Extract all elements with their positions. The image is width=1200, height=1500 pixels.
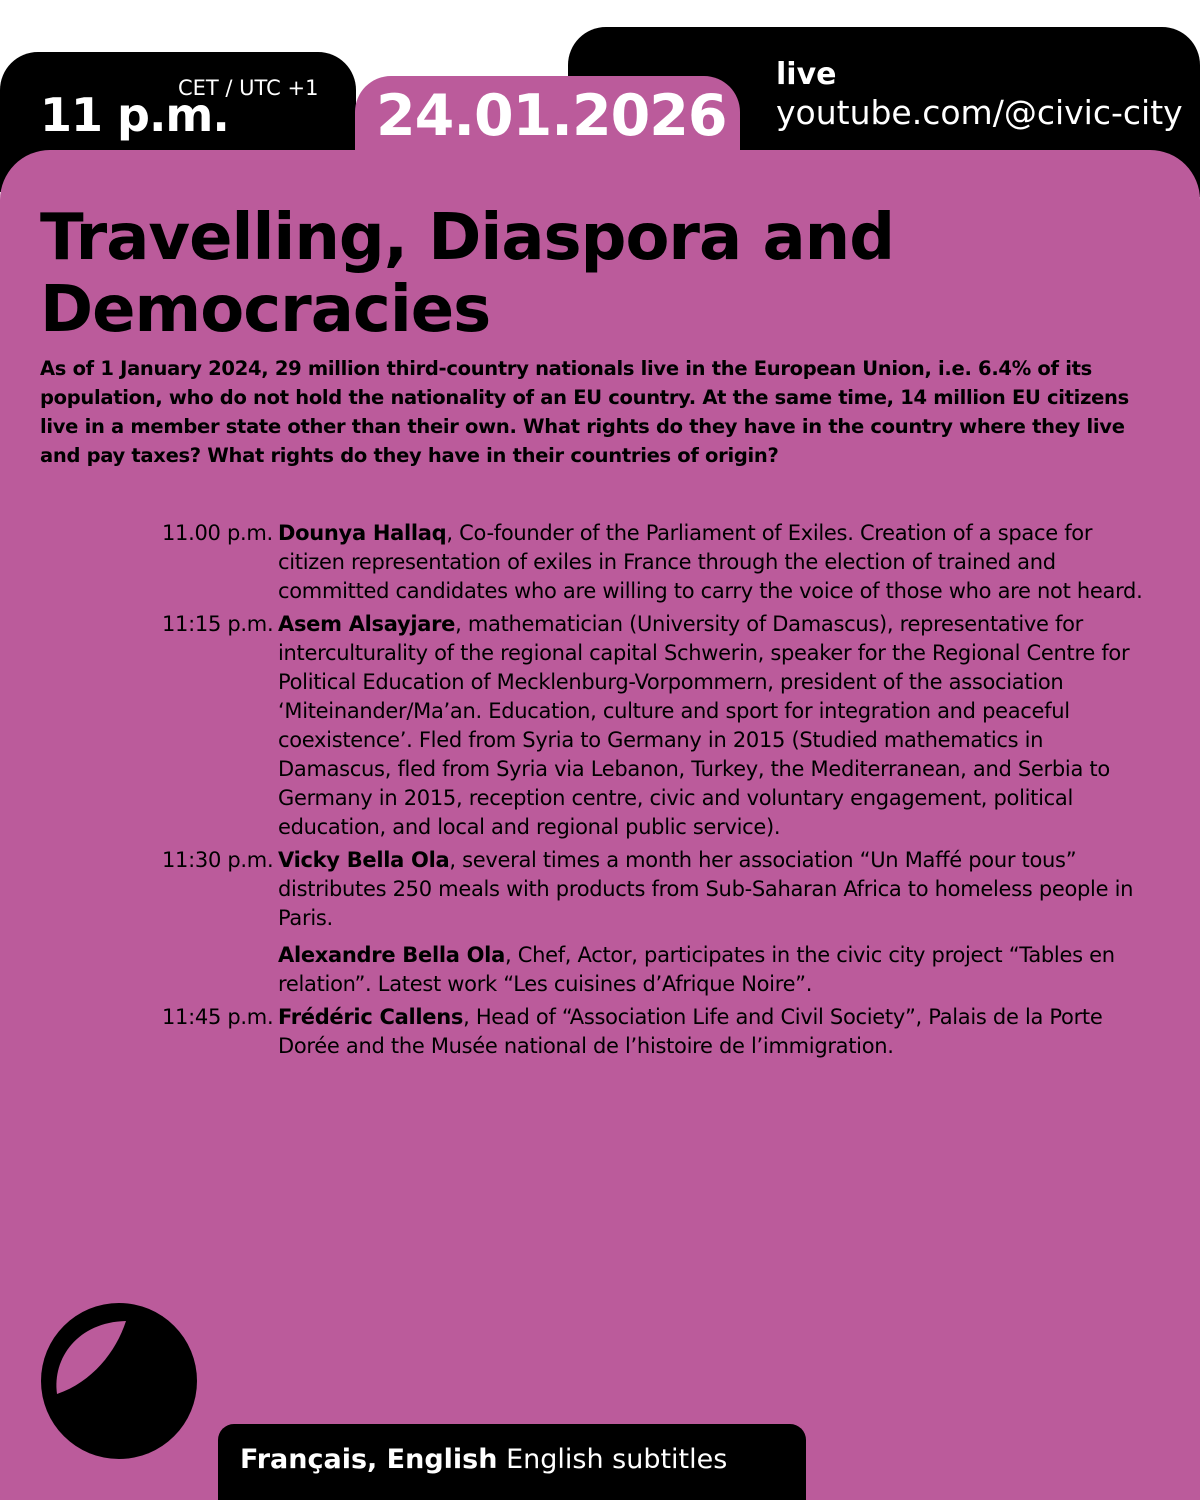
event-title: Travelling, Diaspora and Democracies (40, 201, 894, 347)
schedule-slot (162, 846, 1147, 999)
speaker-description: , mathematician (University of Damascus), representative for interculturality of the regional capital Schwerin, speaker for the Regional Centre for Political Education of Mecklenburg-Vorpommern, president of the association ‘Miteinander/Ma’an. Education, culture and sport for integration and peaceful coexistence’. Fled from Syria to Germany in 2015 (Studied mathematics in Damascus, fled from Syria via Lebanon, Turkey, the Mediterranean, and Serbia to Germany in 2015, reception centre, civic and voluntary engagement, political education, and local and regional public service). (278, 612, 1130, 839)
slot-entry (278, 846, 1147, 933)
slot-time: 11:30 p.m. (162, 848, 274, 872)
slot-entry (278, 941, 1147, 999)
event-date: 24.01.2026 (376, 83, 727, 149)
speaker-name: Frédéric Callens (278, 1005, 464, 1029)
event-intro: As of 1 January 2024, 29 million third-country nationals live in the European Union, i.e. 6.4% of its population, who do not hold the nationality of an EU country. At the same time, 14 million EU citizens live in a member state other than their own. What rights do they have in the country where they live and pay taxes? What rights do they have in their countries of origin? (40, 357, 1129, 467)
speaker-description: , several times a month her association “Un Maffé pour tous” distributes 250 meals with products from Sub-Saharan Africa to homeless people in Paris. (278, 848, 1134, 930)
languages-label: Français, English (240, 1444, 498, 1475)
schedule-slot (162, 519, 1147, 606)
speaker-description: , Co-founder of the Parliament of Exiles. Creation of a space for citizen representation of exiles in France through the election of trained and committed candidates who are willing to carry the voice of those who are not heard. (278, 521, 1143, 603)
speaker-name: Asem Alsayjare (278, 612, 456, 636)
civic-city-logo-icon (40, 1302, 198, 1460)
speaker-name: Vicky Bella Ola (278, 848, 450, 872)
slot-time: 11:15 p.m. (162, 612, 274, 636)
slot-entry (278, 1003, 1147, 1061)
slot-time: 11:45 p.m. (162, 1005, 274, 1029)
language-bar (218, 1424, 806, 1500)
live-label: live (776, 57, 837, 92)
schedule-slot (162, 610, 1147, 842)
speaker-description: , Chef, Actor, participates in the civic city project “Tables en relation”. Latest work “Les cuisines d’Afrique Noire”. (278, 943, 1115, 996)
slot-entry (278, 610, 1147, 842)
language-info (240, 1446, 727, 1473)
subtitles-label: English subtitles (506, 1444, 728, 1475)
event-time: 11 p.m. (40, 88, 229, 142)
stream-url-link[interactable]: youtube.com/@civic-city (776, 93, 1183, 132)
timezone-label: CET / UTC +1 (178, 76, 319, 100)
speaker-name: Alexandre Bella Ola (278, 943, 505, 967)
schedule (162, 519, 1147, 1061)
slot-time: 11.00 p.m. (162, 521, 273, 545)
slot-entry (278, 519, 1147, 606)
schedule-slot (162, 1003, 1147, 1061)
speaker-description: , Head of “Association Life and Civil Society”, Palais de la Porte Dorée and the Musée national de l’histoire de l’immigration. (278, 1005, 1103, 1058)
schedule-spacer (278, 933, 1147, 941)
speaker-name: Dounya Hallaq (278, 521, 447, 545)
